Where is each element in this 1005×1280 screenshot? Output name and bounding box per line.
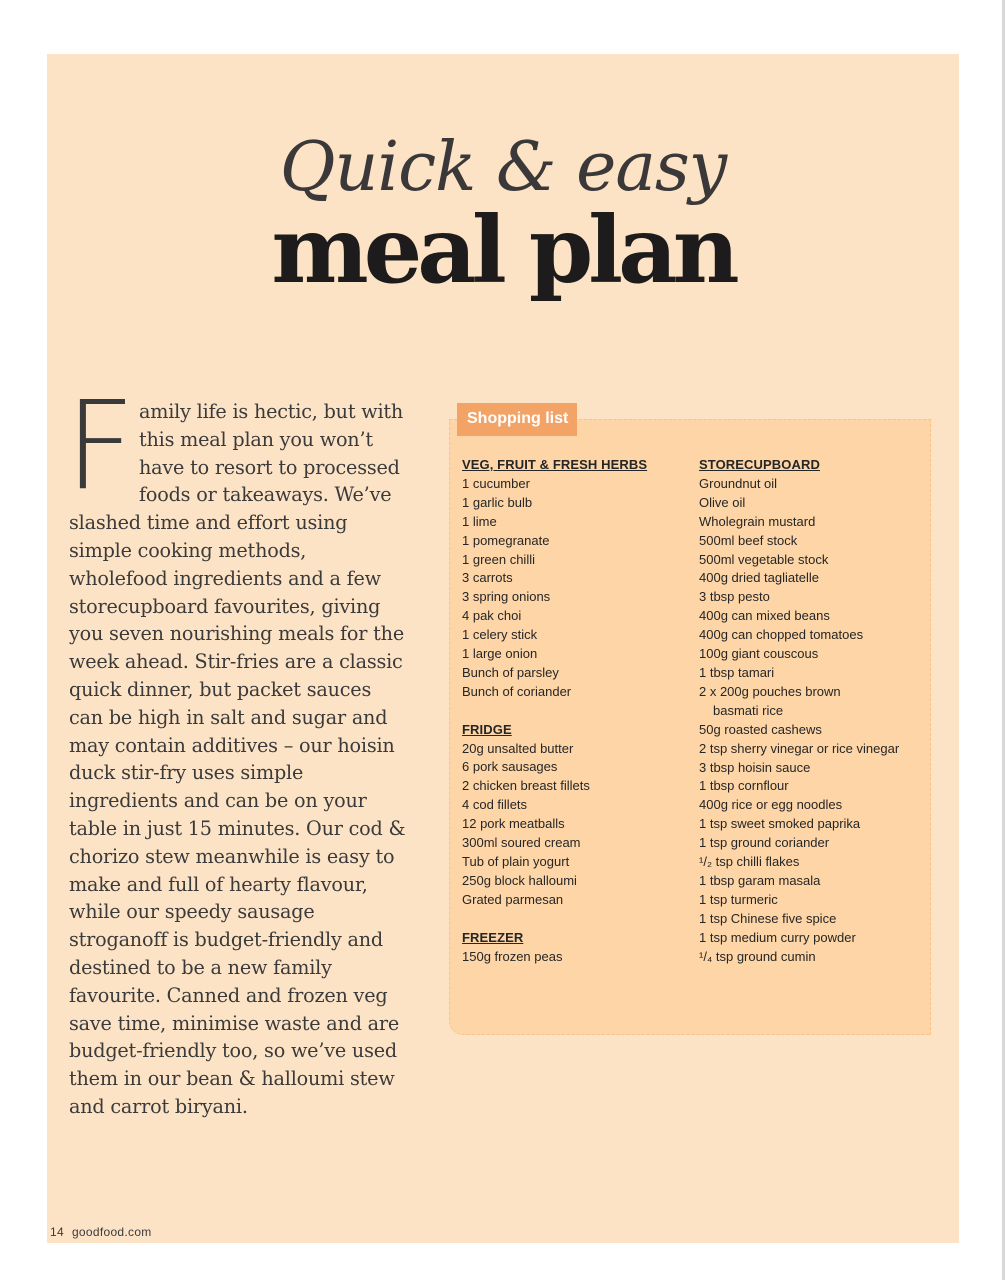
list-item: Groundnut oil bbox=[699, 475, 778, 491]
section-heading: VEG, FRUIT & FRESH HERBS bbox=[462, 457, 648, 472]
list-item: 1 tbsp cornflour bbox=[699, 778, 789, 794]
list-item: 2 x 200g pouches brown bbox=[699, 683, 841, 699]
list-item: 1 pomegranate bbox=[462, 532, 550, 548]
page-footer bbox=[50, 1225, 152, 1239]
list-item: 1 tsp ground coriander bbox=[699, 835, 830, 851]
footer-site: goodfood.com bbox=[71, 1225, 152, 1239]
list-item: Bunch of parsley bbox=[462, 664, 559, 680]
shopping-list-label: Shopping list bbox=[457, 403, 577, 436]
list-item: 1 cucumber bbox=[462, 475, 530, 491]
list-item: basmati rice bbox=[713, 702, 784, 718]
list-item: 400g can chopped tomatoes bbox=[699, 627, 864, 643]
list-item: 4 pak choi bbox=[462, 608, 522, 624]
section-heading: FREEZER bbox=[462, 929, 524, 945]
section-heading: FRIDGE bbox=[462, 721, 512, 737]
section-heading: STORECUPBOARD bbox=[699, 457, 820, 472]
list-item: 3 tbsp pesto bbox=[699, 589, 770, 605]
list-item: 1 green chilli bbox=[462, 551, 535, 567]
list-item: 500ml beef stock bbox=[699, 532, 798, 548]
list-item: 3 spring onions bbox=[462, 589, 551, 605]
page-number: 14 bbox=[50, 1225, 64, 1239]
list-item: 3 tbsp hoisin sauce bbox=[699, 759, 811, 775]
list-item: 1 tsp turmeric bbox=[699, 891, 778, 907]
list-item: Wholegrain mustard bbox=[699, 513, 816, 529]
list-item: 2 chicken breast fillets bbox=[462, 778, 590, 794]
intro-text: amily life is hectic, but with this meal plan you won’t have to resort to processed foods or takeaways. We’ve slashed time and effort using simple cooking methods, wholefood ingredients and a few storecupboard favourites, giving you seven nourishing meals for the week ahead. Stir-fries are a classic quick dinner, but packet sauces can be high in salt and sugar and may contain additives – our hoisin duck stir-fry uses simple ingredients and can be on your table in just 15 minutes. Our cod & chorizo stew meanwhile is easy to make and full of hearty flavour, while our speedy sausage stroganoff is budget-friendly and destined to be a new family favourite. Canned and frozen veg save time, minimise waste and are budget-friendly too, so we’ve used them in our bean & halloumi stew and carrot biryani. bbox=[69, 400, 406, 1118]
list-item: 300ml soured cream bbox=[462, 835, 581, 851]
list-item: 1 tbsp garam masala bbox=[699, 872, 821, 888]
list-item: 250g block halloumi bbox=[462, 872, 577, 888]
list-item: 1 lime bbox=[462, 513, 497, 529]
list-item: Grated parmesan bbox=[462, 891, 564, 907]
list-item: 2 tsp sherry vinegar or rice vinegar bbox=[699, 740, 900, 756]
list-item: 1 garlic bulb bbox=[462, 494, 533, 510]
list-item: 500ml vegetable stock bbox=[699, 551, 829, 567]
list-item: ¹/₄ tsp ground cumin bbox=[699, 948, 816, 964]
list-item: 100g giant couscous bbox=[699, 646, 819, 662]
list-item: ¹/₂ tsp chilli flakes bbox=[699, 854, 800, 870]
list-item: 1 tsp sweet smoked paprika bbox=[699, 816, 861, 832]
list-item: Olive oil bbox=[699, 494, 746, 510]
section-spacer bbox=[462, 702, 687, 721]
list-item: 400g can mixed beans bbox=[699, 608, 830, 624]
drop-cap: F bbox=[65, 375, 135, 517]
section-spacer bbox=[462, 910, 687, 929]
list-item: 1 tbsp tamari bbox=[699, 664, 775, 680]
list-item: 1 tsp medium curry powder bbox=[699, 929, 856, 945]
title-script: Quick & easy bbox=[279, 128, 727, 207]
shopping-list-left-column bbox=[462, 456, 687, 966]
list-item: 150g frozen peas bbox=[462, 948, 563, 964]
title-main: meal plan bbox=[271, 196, 735, 304]
list-item: 1 large onion bbox=[462, 646, 538, 662]
list-item: 1 tsp Chinese five spice bbox=[699, 910, 837, 926]
list-item: 1 celery stick bbox=[462, 627, 538, 643]
magazine-page bbox=[47, 54, 959, 1243]
intro-paragraph bbox=[65, 375, 407, 1121]
list-item: 400g rice or egg noodles bbox=[699, 797, 843, 813]
list-item: Tub of plain yogurt bbox=[462, 854, 570, 870]
list-item: 50g roasted cashews bbox=[699, 721, 822, 737]
list-item: 20g unsalted butter bbox=[462, 740, 574, 756]
list-item: 400g dried tagliatelle bbox=[699, 570, 819, 586]
shopping-list-right-column bbox=[699, 456, 924, 966]
list-item: 3 carrots bbox=[462, 570, 513, 586]
list-item: 4 cod fillets bbox=[462, 797, 528, 813]
list-item: 12 pork meatballs bbox=[462, 816, 565, 832]
list-item: 6 pork sausages bbox=[462, 759, 558, 775]
list-item: Bunch of coriander bbox=[462, 683, 572, 699]
